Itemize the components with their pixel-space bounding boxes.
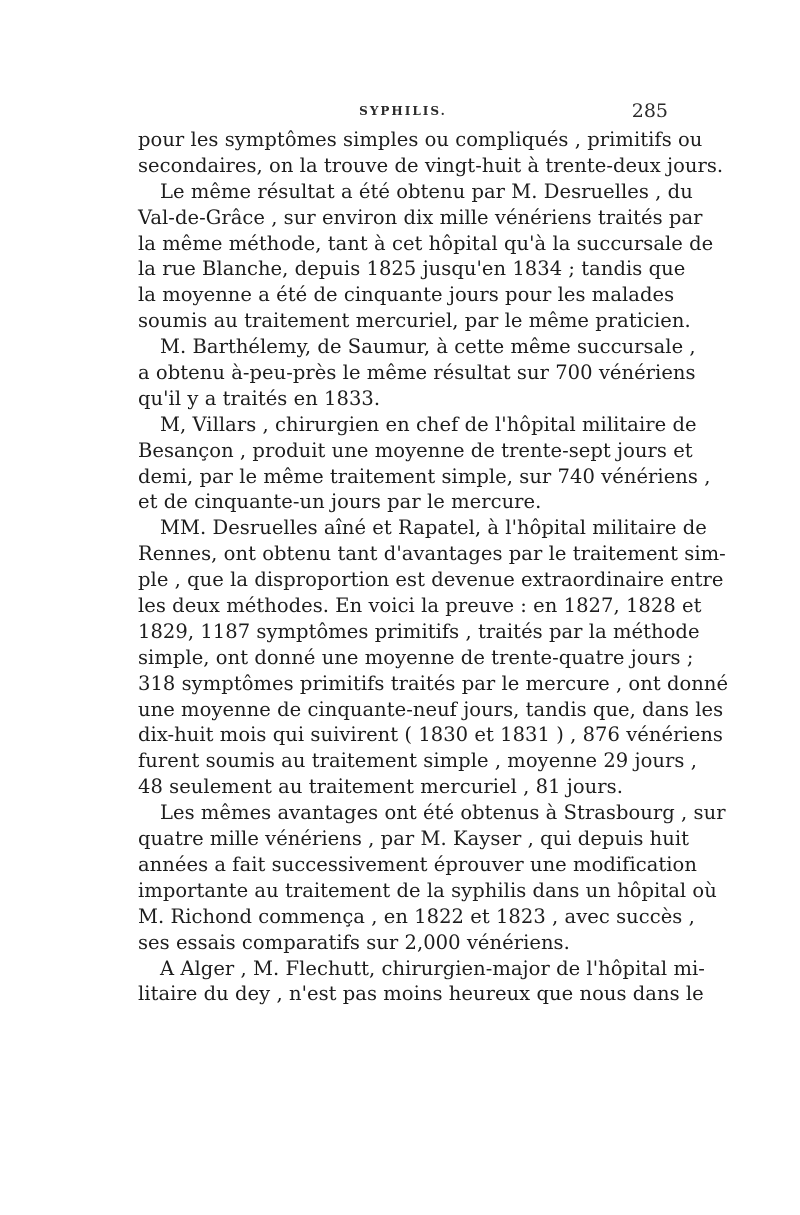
text-line: Rennes, ont obtenu tant d'avantages par le traitement sim- — [138, 542, 726, 566]
text-line: A Alger , M. Flechutt, chirurgien-major de l'hôpital mi- — [160, 956, 705, 980]
text-line: M. Richond commença , en 1822 et 1823 , avec succès , — [138, 904, 695, 928]
page-number: 285 — [631, 100, 668, 122]
body-text — [138, 127, 729, 1007]
text-line: MM. Desruelles aîné et Rapatel, à l'hôpital militaire de — [160, 516, 707, 540]
text-line: 48 seulement au traitement mercuriel , 81 jours. — [138, 775, 623, 799]
text-line: furent soumis au traitement simple , moyenne 29 jours , — [138, 749, 697, 773]
text-line: ses essais comparatifs sur 2,000 vénériens. — [138, 930, 570, 954]
text-line: quatre mille vénériens , par M. Kayser , qui depuis huit — [138, 827, 690, 851]
text-line: une moyenne de cinquante-neuf jours, tandis que, dans les — [138, 697, 724, 721]
text-line: qu'il y a traités en 1833. — [138, 386, 381, 410]
text-line: M. Barthélemy, de Saumur, à cette même succursale , — [160, 335, 696, 359]
text-line: pour les symptômes simples ou compliqués , primitifs ou — [138, 128, 703, 151]
text-line: Le même résultat a été obtenu par M. Desruelles , du — [160, 179, 693, 203]
running-head — [138, 100, 668, 124]
text-line: Les mêmes avantages ont été obtenus à Strasbourg , sur — [160, 801, 726, 825]
text-line: 318 symptômes primitifs traités par le mercure , ont donné — [138, 671, 729, 695]
text-line: 1829, 1187 symptômes primitifs , traités par la méthode — [138, 619, 700, 643]
text-line: dix-huit mois qui suivirent ( 1830 et 1831 ) , 876 vénériens — [138, 723, 723, 747]
text-line: et de cinquante-un jours par le mercure. — [138, 490, 542, 514]
text-line: secondaires, on la trouve de vingt-huit à trente-deux jours. — [138, 153, 724, 177]
text-line: ple , que la disproportion est devenue extraordinaire entre — [138, 568, 724, 592]
text-line: importante au traitement de la syphilis dans un hôpital où — [138, 878, 717, 902]
text-line: années a fait successivement éprouver une modification — [138, 852, 697, 876]
text-line: soumis au traitement mercuriel, par le même praticien. — [138, 309, 691, 333]
running-title: SYPHILIS. — [359, 104, 447, 118]
text-line: Besançon , produit une moyenne de trente-sept jours et — [138, 438, 693, 462]
text-line: simple, ont donné une moyenne de trente-quatre jours ; — [138, 645, 694, 669]
text-line: a obtenu à-peu-près le même résultat sur 700 vénériens — [138, 361, 696, 385]
text-line: la rue Blanche, depuis 1825 jusqu'en 1834 ; tandis que — [138, 257, 686, 281]
text-line: la moyenne a été de cinquante jours pour les malades — [138, 283, 675, 307]
text-line: demi, par le même traitement simple, sur 740 vénériens , — [138, 464, 711, 488]
text-line: litaire du dey , n'est pas moins heureux que nous dans le — [138, 982, 704, 1006]
text-line: Val-de-Grâce , sur environ dix mille vénériens traités par — [138, 205, 703, 229]
text-line: la même méthode, tant à cet hôpital qu'à la succursale de — [138, 231, 714, 255]
text-line: les deux méthodes. En voici la preuve : en 1827, 1828 et — [138, 594, 702, 618]
text-line: M, Villars , chirurgien en chef de l'hôpital militaire de — [160, 412, 697, 436]
